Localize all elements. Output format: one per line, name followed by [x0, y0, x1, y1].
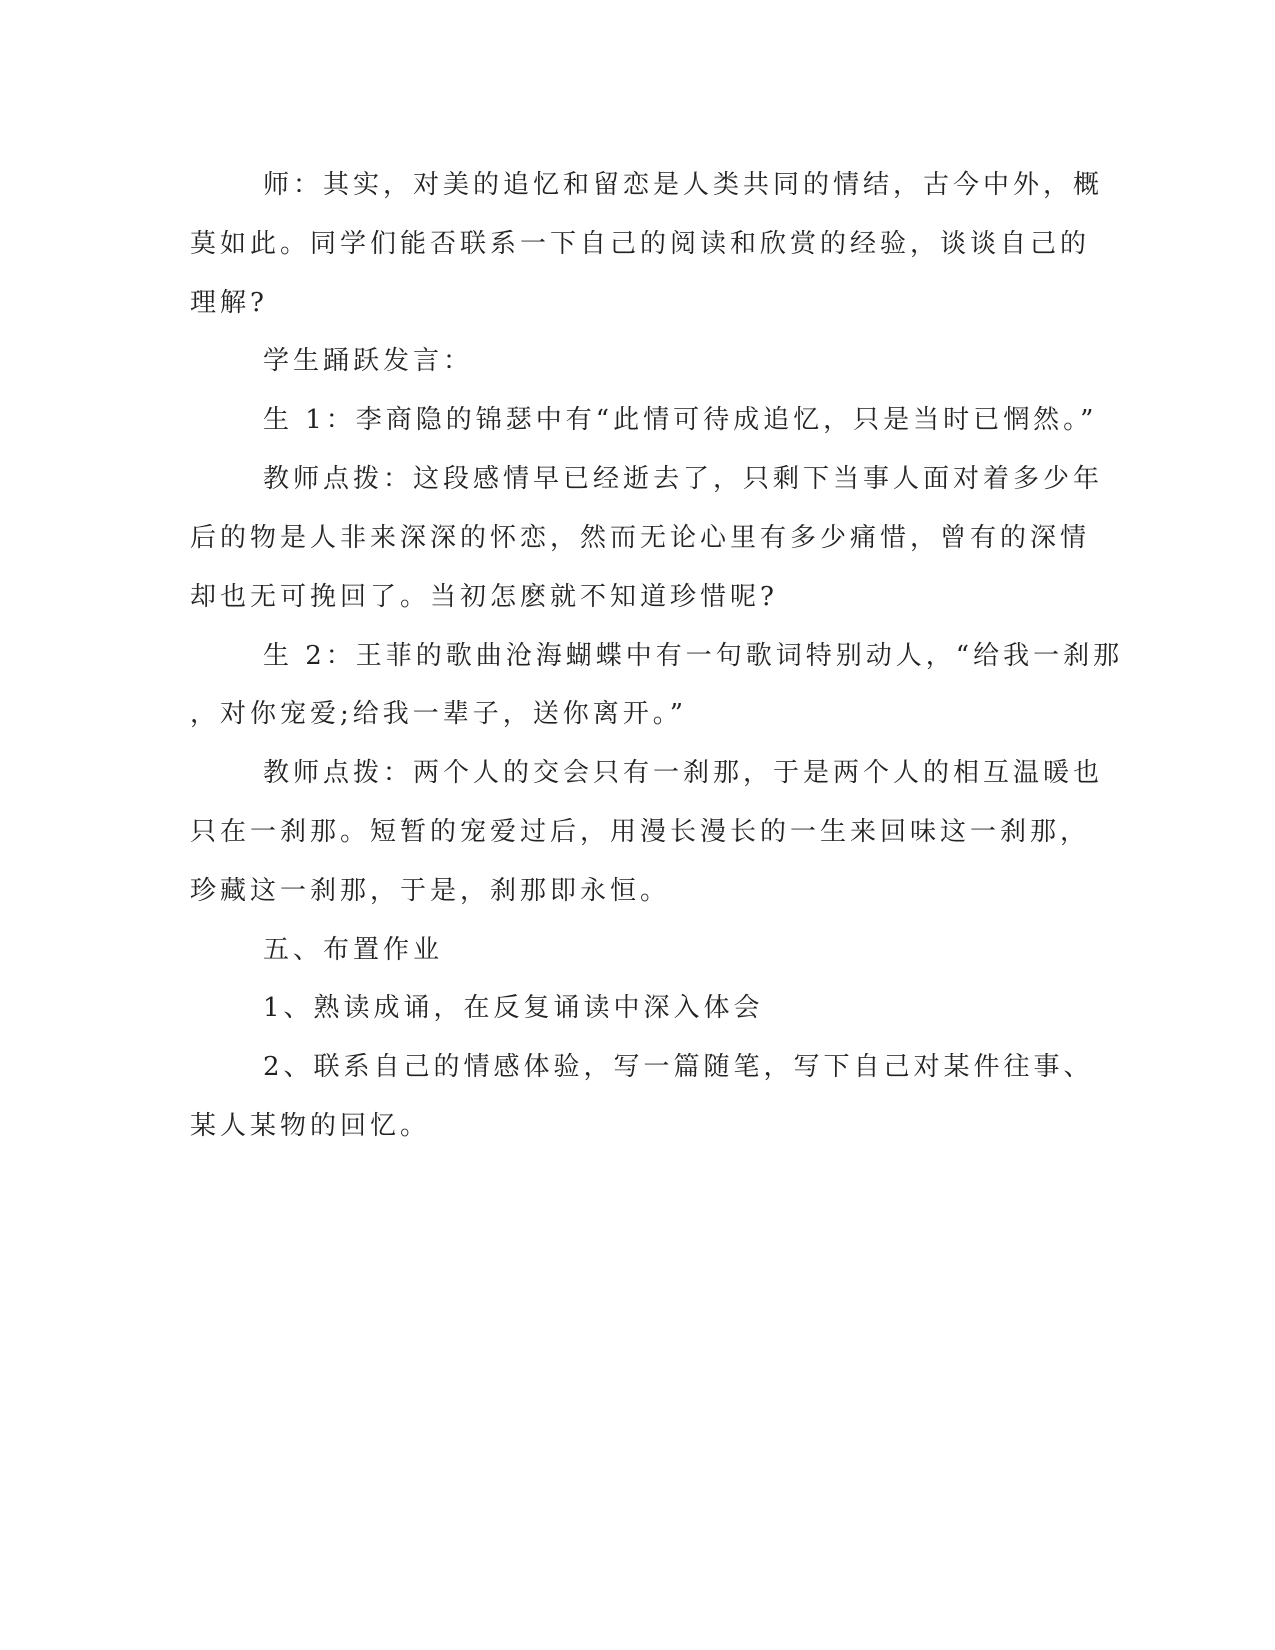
text-line: 某人某物的回忆。 [190, 1111, 431, 1141]
text-line: 珍藏这一刹那，于是，刹那即永恒。 [190, 876, 671, 906]
text-line: 学生踊跃发言： [263, 346, 474, 376]
text-line: 教师点拨：两个人的交会只有一刹那，于是两个人的相互温暖也 [263, 758, 1104, 788]
text-line: 生 1：李商隐的锦瑟中有“此情可待成追忆，只是当时已惘然。” [263, 405, 1098, 435]
text-line: 后的物是人非来深深的怀恋，然而无论心里有多少痛惜，曾有的深情 [190, 523, 1091, 553]
text-line: ，对你宠爱;给我一辈子，送你离开。” [190, 699, 688, 729]
list-item: 1、熟读成诵，在反复诵读中深入体会 [263, 993, 764, 1023]
text-line: 却也无可挽回了。当初怎麽就不知道珍惜呢? [190, 582, 778, 612]
text-line: 教师点拨：这段感情早已经逝去了，只剩下当事人面对着多少年 [263, 464, 1104, 494]
text-line: 生 2：王菲的歌曲沧海蝴蝶中有一句歌词特别动人，“给我一刹那 [263, 641, 1124, 671]
text-line: 只在一刹那。短暂的宠爱过后，用漫长漫长的一生来回味这一刹那， [190, 817, 1091, 847]
list-item: 2、联系自己的情感体验，写一篇随笔，写下自己对某件往事、 [263, 1052, 1094, 1082]
text-line: 莫如此。同学们能否联系一下自己的阅读和欣赏的经验，谈谈自己的 [190, 229, 1091, 259]
text-line: 师：其实，对美的追忆和留恋是人类共同的情结，古今中外，概 [263, 170, 1104, 200]
section-heading: 五、布置作业 [263, 935, 444, 965]
text-line: 理解? [190, 288, 268, 318]
